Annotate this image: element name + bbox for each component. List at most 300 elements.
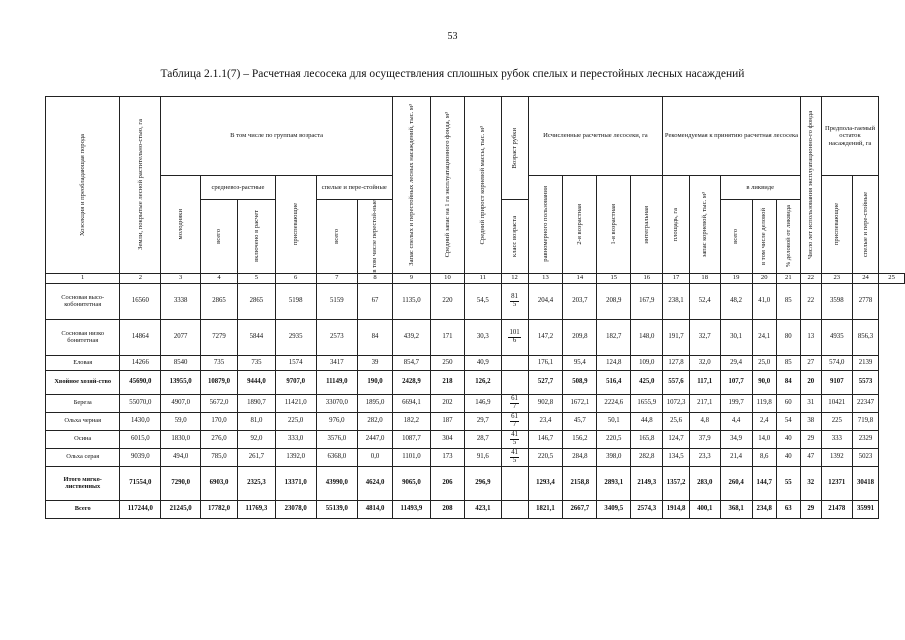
- header-rec-liquid: в ликвиде: [720, 176, 800, 200]
- table-cell: 29,7: [465, 412, 501, 430]
- header-age-cut-class: класс возраста: [501, 200, 528, 274]
- table-cell: 50,1: [597, 412, 631, 430]
- table-cell: 187: [430, 412, 464, 430]
- table-cell: 4907,0: [161, 394, 201, 412]
- column-number: 18: [689, 273, 720, 283]
- table-cell: 84: [776, 370, 800, 394]
- header-rec-liquid-total: всего: [720, 200, 752, 274]
- table-cell: 304: [430, 430, 464, 448]
- table-cell: 32,0: [689, 355, 720, 370]
- header-mature: спелые и пере-стойные: [316, 176, 392, 200]
- table-cell: 124,8: [597, 355, 631, 370]
- column-number: 24: [852, 273, 878, 283]
- table-cell: 2158,8: [563, 466, 597, 500]
- age-cut-cell: [501, 448, 528, 466]
- table-cell: 2224,6: [597, 394, 631, 412]
- row-name: Береза: [46, 394, 120, 412]
- header-age-groups: В том числе по группам возраста: [161, 97, 393, 176]
- table-cell: 55139,0: [316, 500, 358, 518]
- table-cell: 38: [800, 412, 821, 430]
- table-cell: 23,4: [528, 412, 563, 430]
- table-cell: 45690,0: [120, 370, 161, 394]
- table-cell: 9065,0: [392, 466, 430, 500]
- table-cell: 2077: [161, 319, 201, 355]
- column-number: 1: [46, 273, 120, 283]
- table-row: [46, 500, 905, 518]
- table-cell: 127,8: [663, 355, 689, 370]
- table-cell: 5159: [316, 283, 358, 319]
- age-years: 81: [511, 292, 518, 300]
- table-cell: 6694,1: [392, 394, 430, 412]
- table-cell: 2667,7: [563, 500, 597, 518]
- table-cell: 7290,0: [161, 466, 201, 500]
- column-number: 25: [879, 273, 905, 283]
- table-cell: 92,0: [237, 430, 275, 448]
- column-number: 17: [663, 273, 689, 283]
- table-cell: 90,0: [752, 370, 776, 394]
- table-cell: 218: [430, 370, 464, 394]
- table-cell: 1392: [821, 448, 852, 466]
- table-cell: 2329: [852, 430, 878, 448]
- table-cell: 260,4: [720, 466, 752, 500]
- table-cell: 107,7: [720, 370, 752, 394]
- table-cell: 1830,0: [161, 430, 201, 448]
- row-name: Ольха черная: [46, 412, 120, 430]
- table-cell: 1655,9: [631, 394, 663, 412]
- row-name: Ольха серая: [46, 448, 120, 466]
- table-cell: 95,4: [563, 355, 597, 370]
- age-class: 5: [512, 456, 517, 464]
- table-cell: 60: [776, 394, 800, 412]
- table-cell: 5672,0: [201, 394, 238, 412]
- column-number: 16: [631, 273, 663, 283]
- age-cut-cell: [501, 466, 528, 500]
- table-cell: 4624,0: [358, 466, 393, 500]
- table-cell: 2,4: [752, 412, 776, 430]
- table-cell: 176,1: [528, 355, 563, 370]
- table-cell: 63: [776, 500, 800, 518]
- table-cell: 11769,3: [237, 500, 275, 518]
- table-cell: 173: [430, 448, 464, 466]
- table-cell: 1574: [275, 355, 316, 370]
- table-cell: 225,0: [275, 412, 316, 430]
- column-number: 21: [776, 273, 800, 283]
- table-cell: 6368,0: [316, 448, 358, 466]
- table-cell: 5198: [275, 283, 316, 319]
- table-cell: 146,7: [528, 430, 563, 448]
- column-number: 23: [821, 273, 852, 283]
- table-cell: 40: [776, 448, 800, 466]
- age-fraction: [510, 414, 519, 429]
- table-cell: 220,5: [597, 430, 631, 448]
- column-number: 8: [358, 273, 393, 283]
- table-cell: 14864: [120, 319, 161, 355]
- table-cell: 124,7: [663, 430, 689, 448]
- table-cell: 144,7: [752, 466, 776, 500]
- table-cell: 28,7: [465, 430, 501, 448]
- age-class: 6: [512, 336, 517, 344]
- table-cell: 23,3: [689, 448, 720, 466]
- table-cell: 30,3: [465, 319, 501, 355]
- table-cell: 282,8: [631, 448, 663, 466]
- table-cell: 2447,0: [358, 430, 393, 448]
- table-cell: 29: [800, 430, 821, 448]
- table-cell: 9707,0: [275, 370, 316, 394]
- column-number: 19: [720, 273, 752, 283]
- table-cell: 171: [430, 319, 464, 355]
- table-cell: 11493,9: [392, 500, 430, 518]
- table-cell: 21,4: [720, 448, 752, 466]
- table-cell: 40,9: [465, 355, 501, 370]
- table-cell: 1672,1: [563, 394, 597, 412]
- table-cell: 854,7: [392, 355, 430, 370]
- table-cell: 2865: [237, 283, 275, 319]
- table-cell: 1087,7: [392, 430, 430, 448]
- table-cell: 217,1: [689, 394, 720, 412]
- table-cell: 220: [430, 283, 464, 319]
- table-cell: 527,7: [528, 370, 563, 394]
- table-cell: 574,0: [821, 355, 852, 370]
- header-rec-liquid-pct: % деловой от ликвида: [776, 200, 800, 274]
- table-row: [46, 412, 905, 430]
- table-cell: 182,2: [392, 412, 430, 430]
- age-cut-cell: [501, 500, 528, 518]
- table-cell: 209,8: [563, 319, 597, 355]
- table-cell: 25,0: [752, 355, 776, 370]
- table-cell: 30418: [852, 466, 878, 500]
- header-rec-area: площадь, га: [663, 176, 689, 274]
- age-cut-cell: [501, 370, 528, 394]
- table-cell: 902,8: [528, 394, 563, 412]
- table-cell: 30,1: [720, 319, 752, 355]
- table-cell: 1895,0: [358, 394, 393, 412]
- table-cell: 204,4: [528, 283, 563, 319]
- header-stock: Запас спелых и перестойных лесных насаждений, тыс. м³: [392, 97, 430, 274]
- header-premature: приспевающие: [275, 176, 316, 274]
- table-cell: 27: [800, 355, 821, 370]
- table-cell: 208,9: [597, 283, 631, 319]
- table-cell: 1101,0: [392, 448, 430, 466]
- table-cell: 24,1: [752, 319, 776, 355]
- table-cell: 167,9: [631, 283, 663, 319]
- age-fraction: [510, 450, 519, 465]
- table-cell: 250: [430, 355, 464, 370]
- table-cell: 9107: [821, 370, 852, 394]
- table-cell: 21245,0: [161, 500, 201, 518]
- table-cell: 22347: [852, 394, 878, 412]
- age-cut-cell: [501, 319, 528, 355]
- table-cell: 333,0: [275, 430, 316, 448]
- table-cell: 165,8: [631, 430, 663, 448]
- table-cell: 119,8: [752, 394, 776, 412]
- table-cell: 31: [800, 394, 821, 412]
- table-cell: 3338: [161, 283, 201, 319]
- table-cell: 225: [821, 412, 852, 430]
- column-number: 22: [800, 273, 821, 283]
- row-name: Сосновая высо-кобонитетная: [46, 283, 120, 319]
- age-cut-cell: [501, 412, 528, 430]
- table-cell: 2325,3: [237, 466, 275, 500]
- age-cut-cell: [501, 355, 528, 370]
- table-cell: 208: [430, 500, 464, 518]
- table-cell: 22: [800, 283, 821, 319]
- row-name: Сосновая низко бонитетная: [46, 319, 120, 355]
- table-caption: Таблица 2.1.1(7) – Расчетная лесосека для осуществления сплошных рубок спелых и перестойных лесных насаждений: [160, 68, 745, 80]
- header-young: молодняки: [161, 176, 201, 274]
- table-cell: 199,7: [720, 394, 752, 412]
- table-cell: 47: [800, 448, 821, 466]
- table-cell: 1135,0: [392, 283, 430, 319]
- table-cell: 117,1: [689, 370, 720, 394]
- table-cell: 55070,0: [120, 394, 161, 412]
- column-number: 15: [597, 273, 631, 283]
- header-mature-total: всего: [316, 200, 358, 274]
- table-cell: 1072,3: [663, 394, 689, 412]
- table-cell: 71554,0: [120, 466, 161, 500]
- table-cell: 54: [776, 412, 800, 430]
- table-cell: 20: [800, 370, 821, 394]
- table-row: [46, 355, 905, 370]
- header-rec-liquid-business: в том числе деловой: [752, 200, 776, 274]
- age-years: 61: [511, 394, 518, 402]
- table-cell: 2893,1: [597, 466, 631, 500]
- table-cell: 170,0: [201, 412, 238, 430]
- column-number: 13: [528, 273, 563, 283]
- header-avg-growth: Средний прирост корневой массы, тыс. м³: [465, 97, 501, 274]
- age-cut-cell: [501, 430, 528, 448]
- header-years-use: Число лет использования эксплуатационно-го фонда: [800, 97, 821, 274]
- table-cell: 333: [821, 430, 852, 448]
- forest-table: [45, 96, 905, 519]
- table-cell: 2428,9: [392, 370, 430, 394]
- header-area-total: Земли, покрытые лесной растительно-стью, га: [120, 97, 161, 274]
- table-cell: 16560: [120, 283, 161, 319]
- table-cell: 368,1: [720, 500, 752, 518]
- table-cell: 423,1: [465, 500, 501, 518]
- table-cell: 508,9: [563, 370, 597, 394]
- table-cell: 190,0: [358, 370, 393, 394]
- table-cell: 6015,0: [120, 430, 161, 448]
- table-cell: 7279: [201, 319, 238, 355]
- table-cell: 557,6: [663, 370, 689, 394]
- header-avg-stock: Средний запас на 1 га эксплуатационного фонда, м³: [430, 97, 464, 274]
- header-mature-incl: в том числе перестой-ные: [358, 200, 393, 274]
- table-cell: 33070,0: [316, 394, 358, 412]
- table-cell: 84: [358, 319, 393, 355]
- table-cell: 5844: [237, 319, 275, 355]
- table-cell: 35991: [852, 500, 878, 518]
- row-name: Хвойное хозяй-ство: [46, 370, 120, 394]
- table-cell: 52,4: [689, 283, 720, 319]
- table-cell: 439,2: [392, 319, 430, 355]
- table-cell: 3598: [821, 283, 852, 319]
- table-cell: 5023: [852, 448, 878, 466]
- column-number: 20: [752, 273, 776, 283]
- table-cell: 48,2: [720, 283, 752, 319]
- table-cell: 261,7: [237, 448, 275, 466]
- header-calc: Исчисленные расчетные лесосеки, га: [528, 97, 663, 176]
- table-row: [46, 370, 905, 394]
- column-numbers-row: [46, 273, 905, 283]
- table-cell: 0,0: [358, 448, 393, 466]
- table-cell: 9039,0: [120, 448, 161, 466]
- table-cell: 238,1: [663, 283, 689, 319]
- table-cell: 109,0: [631, 355, 663, 370]
- table-cell: 3417: [316, 355, 358, 370]
- header-calc-1: 1-я возрастная: [597, 176, 631, 274]
- table-cell: 32: [800, 466, 821, 500]
- table-cell: 117244,0: [120, 500, 161, 518]
- table-cell: 39: [358, 355, 393, 370]
- table-cell: 1914,8: [663, 500, 689, 518]
- table-cell: 284,8: [563, 448, 597, 466]
- age-fraction: [510, 294, 519, 309]
- table-cell: 2573: [316, 319, 358, 355]
- table-cell: 1357,2: [663, 466, 689, 500]
- table-cell: 9444,0: [237, 370, 275, 394]
- table-cell: 54,5: [465, 283, 501, 319]
- table-cell: 2139: [852, 355, 878, 370]
- table-cell: 1430,0: [120, 412, 161, 430]
- table-cell: 234,8: [752, 500, 776, 518]
- table-cell: 2935: [275, 319, 316, 355]
- table-cell: 8,6: [752, 448, 776, 466]
- table-cell: 276,0: [201, 430, 238, 448]
- table-cell: 81,0: [237, 412, 275, 430]
- table-cell: 1821,1: [528, 500, 563, 518]
- table-cell: 17782,0: [201, 500, 238, 518]
- table-cell: 4935: [821, 319, 852, 355]
- column-number: 3: [161, 273, 201, 283]
- column-number: 9: [392, 273, 430, 283]
- table-cell: 13955,0: [161, 370, 201, 394]
- table-cell: 8540: [161, 355, 201, 370]
- table-cell: 32,7: [689, 319, 720, 355]
- header-age-cut: Возраст рубки: [501, 97, 528, 200]
- table-cell: 3409,5: [597, 500, 631, 518]
- table-cell: 206: [430, 466, 464, 500]
- table-cell: 34,9: [720, 430, 752, 448]
- table-cell: 2778: [852, 283, 878, 319]
- table-cell: 80: [776, 319, 800, 355]
- age-years: 101: [509, 328, 520, 336]
- table-cell: 203,7: [563, 283, 597, 319]
- age-class: 7: [512, 420, 517, 428]
- age-years: 41: [511, 430, 518, 438]
- table-cell: 202: [430, 394, 464, 412]
- header-middle: средневоз-растные: [201, 176, 276, 200]
- age-cut-cell: [501, 394, 528, 412]
- header-remain-mature: спелые и пере-стойные: [852, 176, 878, 274]
- table-cell: 735: [201, 355, 238, 370]
- table-cell: 2865: [201, 283, 238, 319]
- table-cell: 1293,4: [528, 466, 563, 500]
- table-cell: 85: [776, 283, 800, 319]
- table-cell: 785,0: [201, 448, 238, 466]
- column-number: 2: [120, 273, 161, 283]
- table-cell: 55: [776, 466, 800, 500]
- table-cell: 10421: [821, 394, 852, 412]
- row-name: Еловая: [46, 355, 120, 370]
- table-cell: 67: [358, 283, 393, 319]
- page-number: 53: [447, 31, 458, 42]
- column-number: 7: [316, 273, 358, 283]
- table-cell: 6903,0: [201, 466, 238, 500]
- table-cell: 23078,0: [275, 500, 316, 518]
- table-cell: 11421,0: [275, 394, 316, 412]
- table-cell: 59,0: [161, 412, 201, 430]
- header-species: Хозсекция и преобладающая порода: [46, 97, 120, 274]
- table-cell: 719,8: [852, 412, 878, 430]
- header-remain: Предпола-гаемый остаток насаждений, га: [821, 97, 878, 176]
- table-row: [46, 430, 905, 448]
- table-cell: 398,0: [597, 448, 631, 466]
- table-cell: 282,0: [358, 412, 393, 430]
- table-cell: 126,2: [465, 370, 501, 394]
- table-cell: 3576,0: [316, 430, 358, 448]
- table-cell: 37,9: [689, 430, 720, 448]
- table-cell: 856,3: [852, 319, 878, 355]
- age-class: 5: [512, 438, 517, 446]
- row-name: Итого мягко-лиственных: [46, 466, 120, 500]
- table-cell: 1890,7: [237, 394, 275, 412]
- table-cell: 2149,3: [631, 466, 663, 500]
- table-cell: 516,4: [597, 370, 631, 394]
- table-row: [46, 394, 905, 412]
- header-calc-even: равномерного пользования: [528, 176, 563, 274]
- table-cell: 11149,0: [316, 370, 358, 394]
- age-class: 5: [512, 300, 517, 308]
- table-cell: 45,7: [563, 412, 597, 430]
- column-number: 12: [501, 273, 528, 283]
- age-fraction: [510, 396, 519, 411]
- table-cell: 296,9: [465, 466, 501, 500]
- row-name: Всего: [46, 500, 120, 518]
- table-cell: 41,0: [752, 283, 776, 319]
- table-cell: 29: [800, 500, 821, 518]
- table-cell: 283,0: [689, 466, 720, 500]
- age-fraction: [510, 432, 519, 447]
- table-cell: 191,7: [663, 319, 689, 355]
- table-cell: 29,4: [720, 355, 752, 370]
- table-cell: 147,2: [528, 319, 563, 355]
- column-number: 6: [275, 273, 316, 283]
- table-cell: 91,6: [465, 448, 501, 466]
- table-row: [46, 319, 905, 355]
- table-cell: 134,5: [663, 448, 689, 466]
- table-cell: 182,7: [597, 319, 631, 355]
- table-cell: 148,0: [631, 319, 663, 355]
- row-name: Осина: [46, 430, 120, 448]
- header-calc-2: 2-я возрастная: [563, 176, 597, 274]
- table-cell: 12371: [821, 466, 852, 500]
- table-cell: 494,0: [161, 448, 201, 466]
- table-cell: 14,0: [752, 430, 776, 448]
- table-cell: 1392,0: [275, 448, 316, 466]
- table-cell: 13: [800, 319, 821, 355]
- age-class: 7: [512, 402, 517, 410]
- table-cell: 10879,0: [201, 370, 238, 394]
- table-cell: 21478: [821, 500, 852, 518]
- column-number: 11: [465, 273, 501, 283]
- table-cell: 13371,0: [275, 466, 316, 500]
- table-cell: 220,5: [528, 448, 563, 466]
- table-cell: 43990,0: [316, 466, 358, 500]
- table-cell: 2574,3: [631, 500, 663, 518]
- table-row: [46, 283, 905, 319]
- header-middle-total: всего: [201, 200, 238, 274]
- header-middle-incl: включено в расчет: [237, 200, 275, 274]
